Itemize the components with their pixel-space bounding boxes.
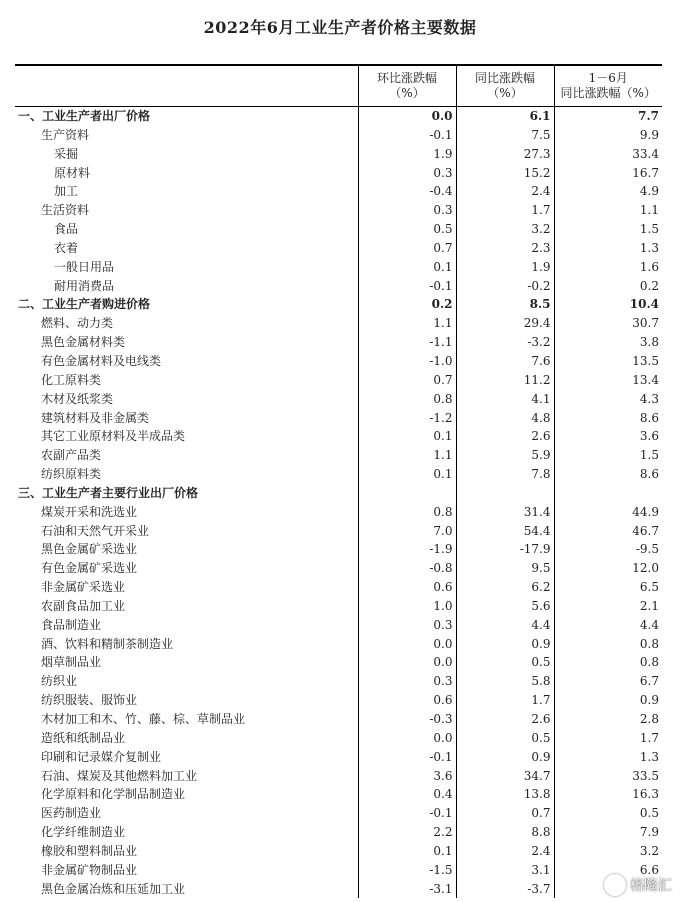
table-row [15, 880, 662, 899]
yoy-value: 3.2 [456, 220, 554, 239]
ytd-value: 7.9 [554, 823, 662, 842]
yoy-value: 54.4 [456, 522, 554, 541]
mom-value: 2.2 [358, 823, 456, 842]
header-yoy-change [456, 65, 554, 107]
row-label: 食品制造业 [41, 617, 102, 632]
row-label: 农副产品类 [41, 448, 102, 463]
table-row [15, 785, 662, 804]
header-ytd-change [554, 65, 662, 107]
row-label: 其它工业原材料及半成品类 [41, 429, 186, 444]
yoy-value: 2.4 [456, 182, 554, 201]
yoy-value: 2.6 [456, 710, 554, 729]
row-label: 橡胶和塑料制品业 [41, 843, 138, 858]
row-label: 燃料、动力类 [41, 316, 114, 331]
row-label: 二、工业生产者购进价格 [18, 297, 151, 312]
ytd-value: 4.4 [554, 616, 662, 635]
yoy-value: 2.4 [456, 842, 554, 861]
yoy-value: -3.7 [456, 880, 554, 899]
watermark [604, 874, 672, 896]
mom-value: -0.8 [358, 559, 456, 578]
mom-value: 7.0 [358, 522, 456, 541]
ytd-value: 8.6 [554, 465, 662, 484]
yoy-value: 0.9 [456, 635, 554, 654]
row-label: 木材及纸浆类 [41, 391, 114, 406]
row-label: 非金属矿采选业 [41, 580, 126, 595]
header-yoy-line1: 同比涨跌幅 [474, 71, 535, 85]
ytd-value: 1.6 [554, 258, 662, 277]
table-row [15, 767, 662, 786]
mom-value: 0.0 [358, 653, 456, 672]
table-row [15, 503, 662, 522]
yoy-value: 7.5 [456, 126, 554, 145]
mom-value: -0.3 [358, 710, 456, 729]
ytd-value: 6.5 [554, 578, 662, 597]
yoy-value: 0.5 [456, 653, 554, 672]
ytd-value: 46.7 [554, 522, 662, 541]
table-row [15, 578, 662, 597]
ytd-value: 4.9 [554, 182, 662, 201]
row-label: 耐用消费品 [54, 278, 115, 293]
ytd-value: 7.7 [554, 107, 662, 126]
ytd-value: 3.2 [554, 842, 662, 861]
yoy-value: 0.5 [456, 729, 554, 748]
mom-value: -0.1 [358, 804, 456, 823]
yoy-value: 8.8 [456, 823, 554, 842]
yoy-value: 2.3 [456, 239, 554, 258]
mom-value: 0.5 [358, 220, 456, 239]
row-label: 黑色金属材料类 [41, 335, 126, 350]
table-row [15, 164, 662, 183]
table-row [15, 220, 662, 239]
yoy-value: 4.1 [456, 390, 554, 409]
table-row [15, 729, 662, 748]
row-label: 纺织服装、服饰业 [41, 693, 138, 708]
mom-value: 1.1 [358, 314, 456, 333]
watermark-text: 格隆汇 [630, 878, 672, 894]
table-row [15, 672, 662, 691]
mom-value: -1.1 [358, 333, 456, 352]
ytd-value: 1.1 [554, 201, 662, 220]
ytd-value: 3.6 [554, 427, 662, 446]
table-row [15, 616, 662, 635]
yoy-value: 0.7 [456, 804, 554, 823]
ytd-value: 6.6 [554, 861, 662, 880]
yoy-value: 34.7 [456, 767, 554, 786]
yoy-value: 31.4 [456, 503, 554, 522]
ytd-value [554, 484, 662, 503]
mom-value: 0.1 [358, 258, 456, 277]
mom-value: 0.3 [358, 201, 456, 220]
ytd-value: 16.7 [554, 164, 662, 183]
table-row [15, 371, 662, 390]
row-label: 原材料 [54, 165, 91, 180]
table-row [15, 691, 662, 710]
table-row [15, 258, 662, 277]
row-label: 化工原料类 [41, 372, 102, 387]
mom-value: 0.3 [358, 616, 456, 635]
row-label: 黑色金属冶炼和压延加工业 [41, 881, 186, 896]
row-label: 生活资料 [41, 203, 90, 218]
table-row [15, 390, 662, 409]
yoy-value: 8.5 [456, 295, 554, 314]
ytd-value: 0.5 [554, 804, 662, 823]
ytd-value: 1.5 [554, 220, 662, 239]
mom-value: 0.3 [358, 672, 456, 691]
yoy-value: 3.1 [456, 861, 554, 880]
mom-value: 0.8 [358, 503, 456, 522]
ytd-value: 0.2 [554, 277, 662, 296]
header-mom-line2: （%） [389, 86, 425, 100]
table-row [15, 352, 662, 371]
row-label: 有色金属矿采选业 [41, 561, 138, 576]
row-label: 化学原料和化学制品制造业 [41, 787, 186, 802]
ytd-value: 13.4 [554, 371, 662, 390]
yoy-value: 5.6 [456, 597, 554, 616]
section-row [15, 107, 662, 126]
row-label: 造纸和纸制品业 [41, 730, 126, 745]
table-row [15, 126, 662, 145]
header-ytd-line1: 1－6月 [588, 71, 628, 85]
row-label: 采掘 [54, 146, 79, 161]
ytd-value: 0.8 [554, 635, 662, 654]
ytd-value: 1.7 [554, 729, 662, 748]
ytd-value: 1.3 [554, 239, 662, 258]
yoy-value [456, 484, 554, 503]
row-label: 加工 [54, 184, 79, 199]
yoy-value: 1.7 [456, 201, 554, 220]
mom-value: 0.0 [358, 635, 456, 654]
yoy-value: 4.4 [456, 616, 554, 635]
mom-value: -1.5 [358, 861, 456, 880]
table-row [15, 465, 662, 484]
mom-value: 0.2 [358, 295, 456, 314]
ytd-value: 8.6 [554, 409, 662, 428]
yoy-value: 9.5 [456, 559, 554, 578]
table-row [15, 522, 662, 541]
yoy-value: 29.4 [456, 314, 554, 333]
ytd-value: 9.9 [554, 126, 662, 145]
ytd-value: 0.8 [554, 653, 662, 672]
yoy-value: -17.9 [456, 540, 554, 559]
row-label: 农副食品加工业 [41, 598, 126, 613]
yoy-value: 7.6 [456, 352, 554, 371]
table-row [15, 823, 662, 842]
mom-value: 0.7 [358, 239, 456, 258]
yoy-value: 5.9 [456, 446, 554, 465]
mom-value: -0.4 [358, 182, 456, 201]
mom-value: -0.1 [358, 126, 456, 145]
ytd-value: 10.4 [554, 295, 662, 314]
table-row [15, 145, 662, 164]
table-row [15, 635, 662, 654]
mom-value: -0.1 [358, 748, 456, 767]
row-label: 酒、饮料和精制茶制造业 [41, 636, 174, 651]
row-label: 纺织原料类 [41, 467, 102, 482]
ytd-value: 30.7 [554, 314, 662, 333]
ytd-value: 13.5 [554, 352, 662, 371]
yoy-value: 4.8 [456, 409, 554, 428]
mom-value: 1.0 [358, 597, 456, 616]
table-row [15, 446, 662, 465]
table-body [15, 107, 662, 899]
table-header-row [15, 65, 662, 107]
ytd-value: 44.9 [554, 503, 662, 522]
mom-value: 0.6 [358, 578, 456, 597]
table-row [15, 333, 662, 352]
page-title: 2022年6月工业生产者价格主要数据 [203, 18, 477, 37]
table-row [15, 710, 662, 729]
row-label: 一、工业生产者出厂价格 [18, 109, 151, 123]
table-row [15, 653, 662, 672]
mom-value: 0.0 [358, 107, 456, 126]
section-row [15, 295, 662, 314]
row-label: 黑色金属矿采选业 [41, 542, 138, 557]
yoy-value: 15.2 [456, 164, 554, 183]
mom-value: 3.6 [358, 767, 456, 786]
header-yoy-line2: （%） [487, 86, 523, 100]
mom-value: -1.0 [358, 352, 456, 371]
table-row [15, 861, 662, 880]
row-label: 烟草制品业 [41, 655, 102, 670]
ytd-value: 0.9 [554, 691, 662, 710]
ytd-value: 16.3 [554, 785, 662, 804]
yoy-value: -3.2 [456, 333, 554, 352]
table-row [15, 804, 662, 823]
ytd-value: 12.0 [554, 559, 662, 578]
table-row [15, 842, 662, 861]
yoy-value: 6.2 [456, 578, 554, 597]
table-row [15, 597, 662, 616]
table-row [15, 277, 662, 296]
table-row [15, 748, 662, 767]
section-row [15, 484, 662, 503]
ytd-value: 3.8 [554, 333, 662, 352]
row-label: 石油和天然气开采业 [41, 523, 150, 538]
row-label: 木材加工和木、竹、藤、棕、草制品业 [41, 712, 246, 726]
yoy-value: 11.2 [456, 371, 554, 390]
table-row [15, 559, 662, 578]
gelonghui-logo-icon [604, 874, 626, 896]
header-mom-change [358, 65, 456, 107]
mom-value: 1.1 [358, 446, 456, 465]
mom-value: 0.0 [358, 729, 456, 748]
ytd-value: 6.7 [554, 672, 662, 691]
header-mom-line1: 环比涨跌幅 [376, 71, 437, 85]
table-row [15, 201, 662, 220]
yoy-value: 5.8 [456, 672, 554, 691]
mom-value: 0.8 [358, 390, 456, 409]
mom-value: 0.3 [358, 164, 456, 183]
mom-value: -3.1 [358, 880, 456, 899]
yoy-value: 1.9 [456, 258, 554, 277]
yoy-value: 2.6 [456, 427, 554, 446]
yoy-value: 1.7 [456, 691, 554, 710]
row-label: 化学纤维制造业 [41, 825, 126, 840]
yoy-value: -0.2 [456, 277, 554, 296]
row-label: 衣着 [54, 240, 79, 255]
ytd-value: 33.4 [554, 145, 662, 164]
yoy-value: 27.3 [456, 145, 554, 164]
row-label: 石油、煤炭及其他燃料加工业 [41, 768, 198, 783]
row-label: 一般日用品 [54, 259, 115, 274]
mom-value: 0.7 [358, 371, 456, 390]
row-label: 有色金属材料及电线类 [41, 353, 162, 368]
price-data-table [15, 64, 662, 898]
mom-value: 0.1 [358, 427, 456, 446]
mom-value: 0.1 [358, 465, 456, 484]
mom-value: 1.9 [358, 145, 456, 164]
table-row [15, 314, 662, 333]
table-row [15, 409, 662, 428]
yoy-value: 13.8 [456, 785, 554, 804]
row-label: 非金属矿物制品业 [41, 862, 138, 877]
row-label: 建筑材料及非金属类 [41, 410, 150, 425]
header-ytd-line2: 同比涨跌幅（%） [560, 86, 656, 100]
row-label: 纺织业 [41, 674, 78, 689]
ytd-value: 1.5 [554, 446, 662, 465]
row-label: 食品 [54, 222, 79, 237]
table-row [15, 182, 662, 201]
ytd-value: 4.3 [554, 390, 662, 409]
mom-value: -1.2 [358, 409, 456, 428]
mom-value: -1.9 [358, 540, 456, 559]
mom-value [358, 484, 456, 503]
yoy-value: 7.8 [456, 465, 554, 484]
ytd-value: 2.8 [554, 710, 662, 729]
row-label: 生产资料 [41, 127, 90, 142]
ytd-value: 2.1 [554, 597, 662, 616]
mom-value: 0.6 [358, 691, 456, 710]
row-label: 煤炭开采和洗选业 [41, 504, 138, 519]
table-row [15, 239, 662, 258]
ytd-value: 33.5 [554, 767, 662, 786]
yoy-value: 0.9 [456, 748, 554, 767]
row-label: 医药制造业 [41, 806, 102, 821]
header-item-column [15, 65, 358, 107]
mom-value: 0.4 [358, 785, 456, 804]
row-label: 三、工业生产者主要行业出厂价格 [18, 485, 199, 500]
mom-value: -0.1 [358, 277, 456, 296]
yoy-value: 6.1 [456, 107, 554, 126]
table-row [15, 540, 662, 559]
ytd-value: 1.3 [554, 748, 662, 767]
row-label: 印刷和记录媒介复制业 [41, 749, 162, 764]
table-row [15, 427, 662, 446]
ytd-value: -9.5 [554, 540, 662, 559]
mom-value: 0.1 [358, 842, 456, 861]
